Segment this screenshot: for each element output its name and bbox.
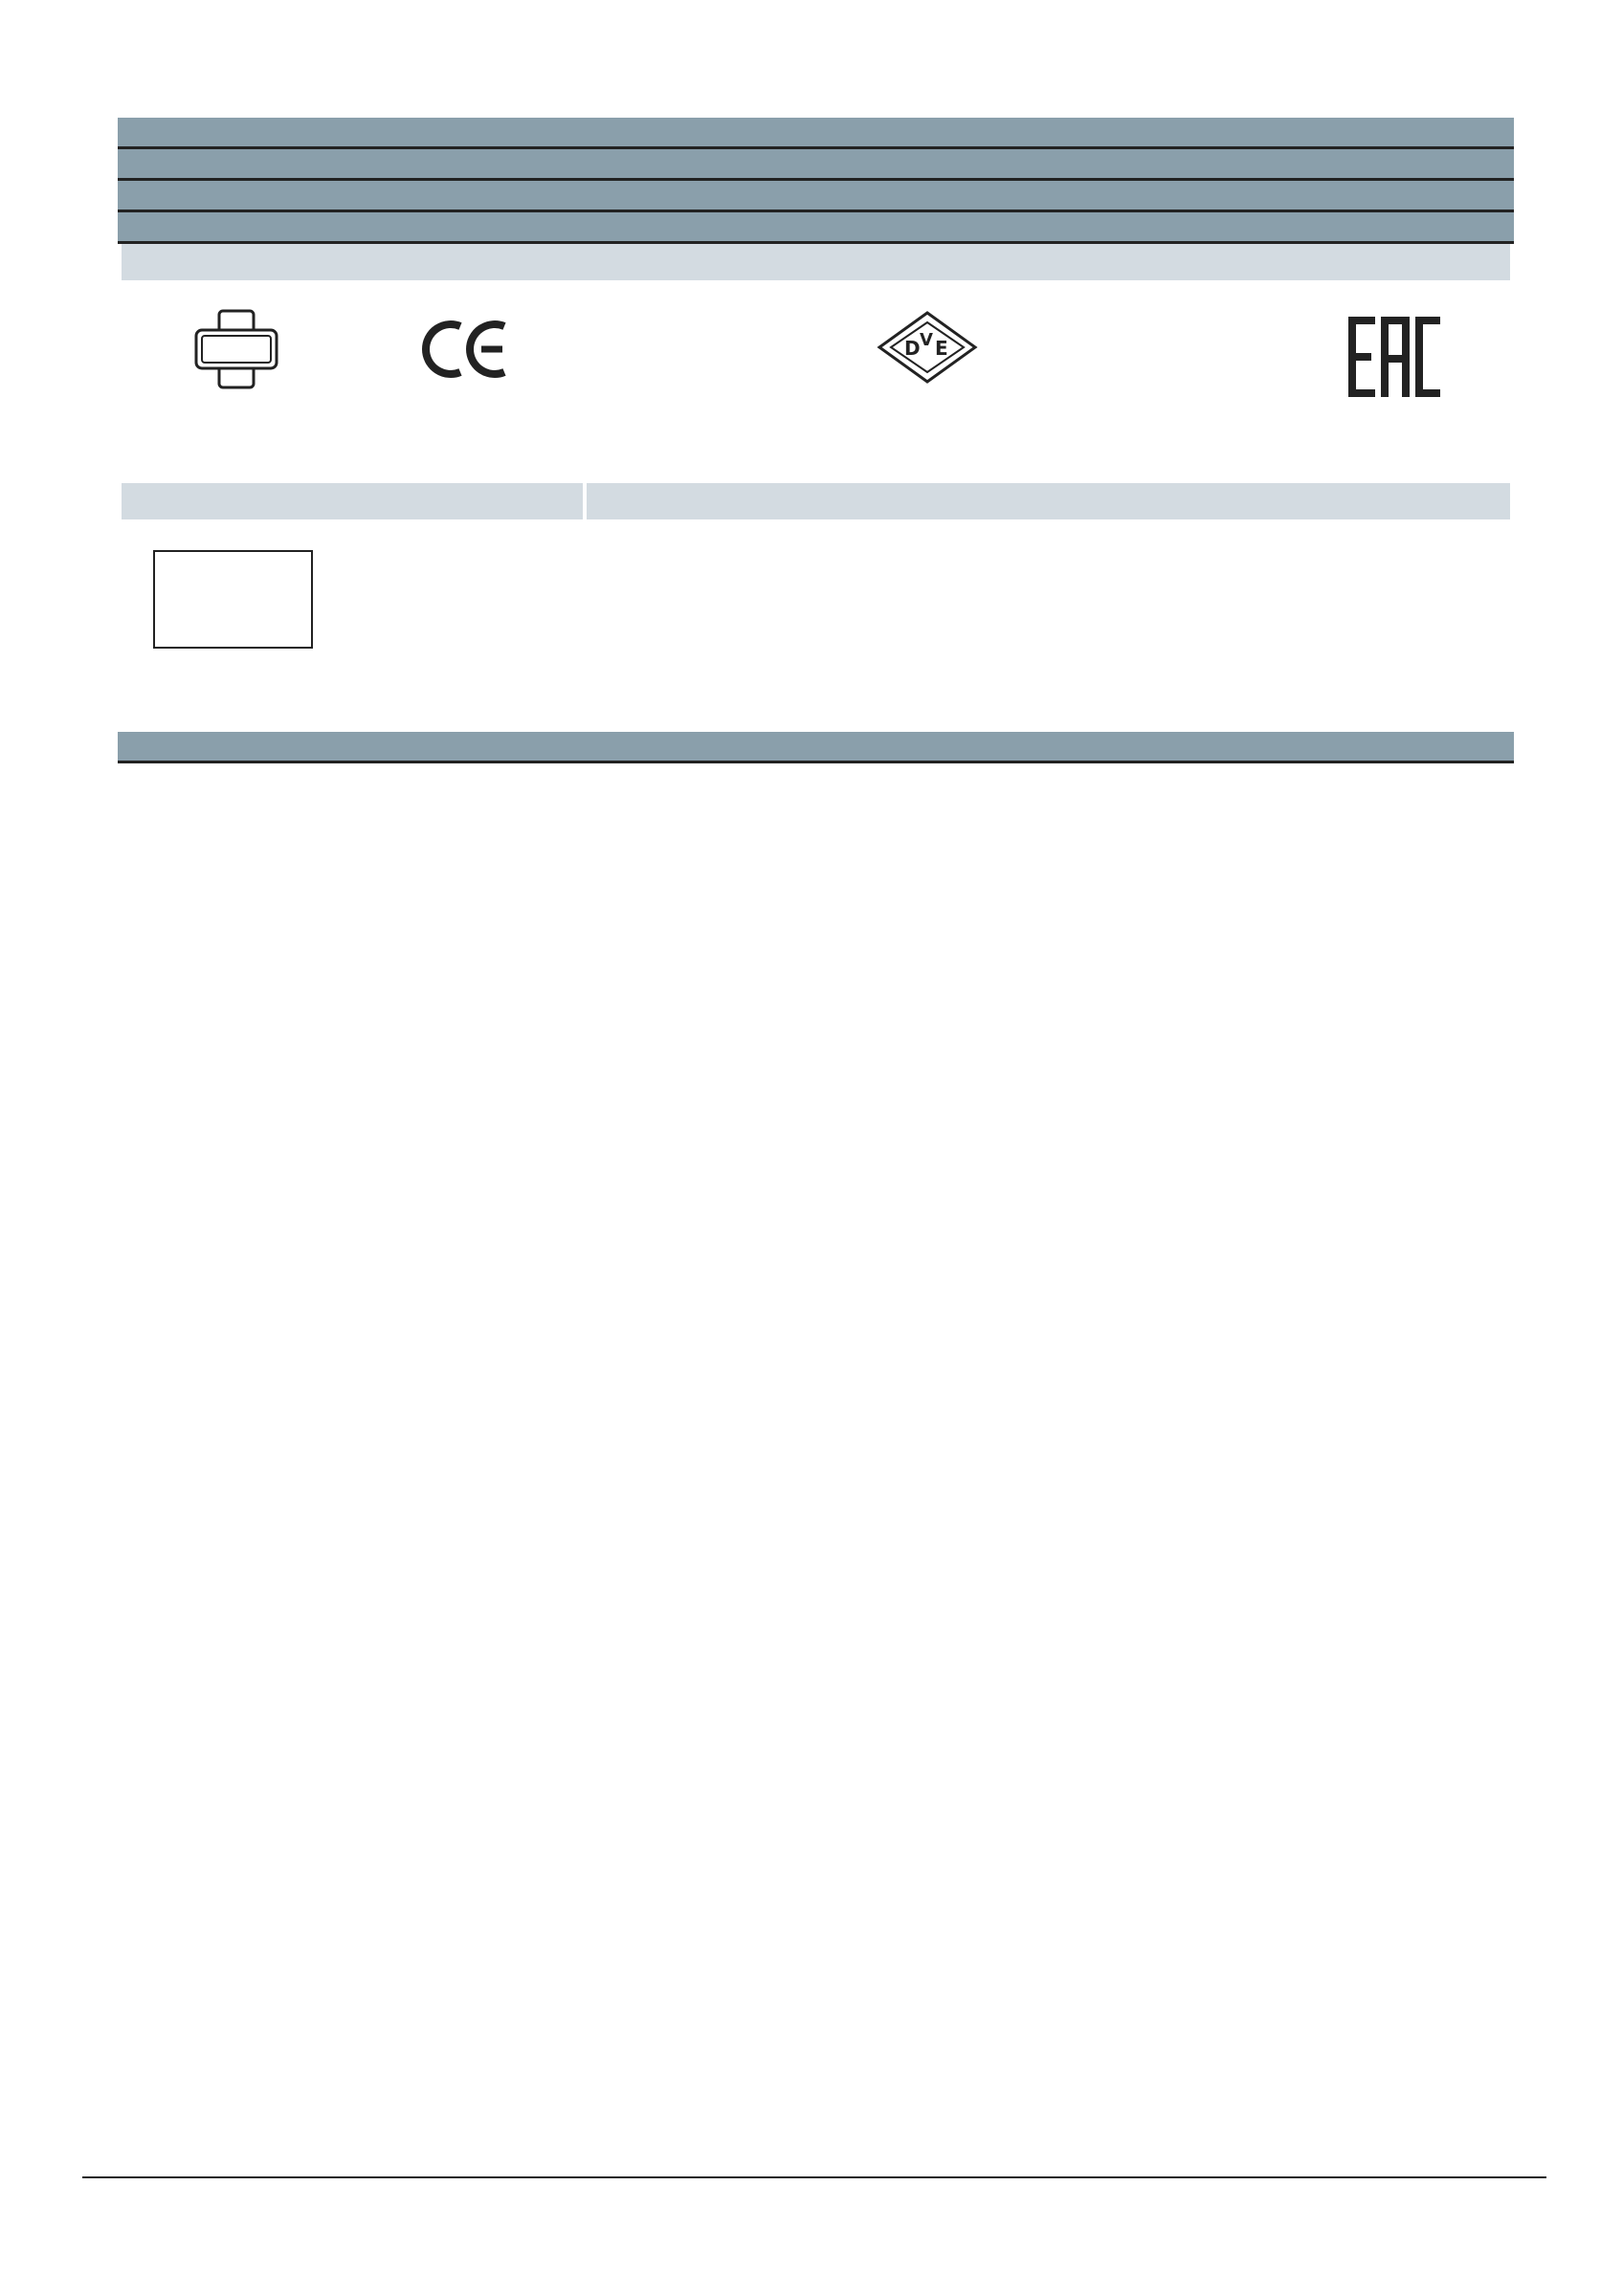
other-approvals-area bbox=[118, 519, 1514, 732]
ce-logo bbox=[422, 319, 510, 385]
datasheet bbox=[118, 118, 1514, 763]
footer-rule bbox=[82, 2176, 1546, 2178]
other-approvals-header bbox=[122, 483, 1510, 519]
svg-text:V: V bbox=[920, 330, 933, 350]
qc-pass-logo bbox=[153, 550, 313, 649]
svg-text:E: E bbox=[935, 337, 948, 360]
certificate-logos bbox=[118, 280, 1514, 483]
section-header-mechanik bbox=[118, 149, 1514, 181]
col-umwelt bbox=[587, 483, 1510, 519]
vde-logo bbox=[876, 309, 979, 388]
cebec-logo bbox=[192, 309, 280, 394]
section-header-umgebung bbox=[118, 181, 1514, 212]
general-approval-label bbox=[122, 244, 1510, 280]
section-header-zertifikate bbox=[118, 212, 1514, 244]
eac-logo bbox=[1346, 315, 1442, 404]
section-header-anschluesse bbox=[118, 118, 1514, 149]
col-sonstige bbox=[122, 483, 583, 519]
section-header-weitere bbox=[118, 732, 1514, 763]
svg-text:D: D bbox=[904, 337, 921, 360]
